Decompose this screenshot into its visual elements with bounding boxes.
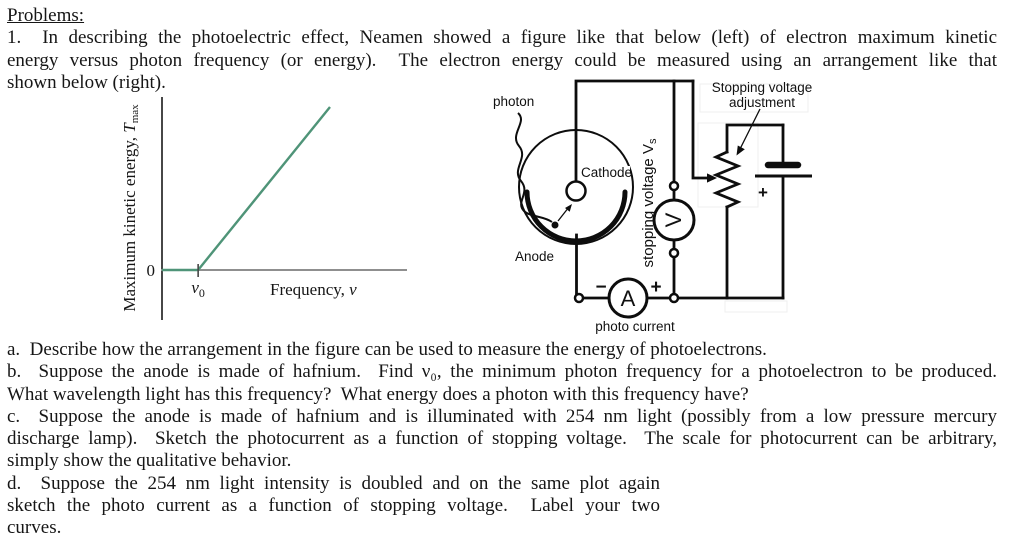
threshold-label: $\nu_0$ xyxy=(191,278,205,300)
ammeter-plus-sign: + xyxy=(650,277,662,298)
part-a-line: a. Describe how the arrangement in the figure can be used to measure the energy of photoelectrons. xyxy=(7,339,767,360)
voltmeter-letter: V xyxy=(661,212,686,228)
intro-line-2: energy versus photon frequency (or energy). The electron energy could be measured using an arrangement like that xyxy=(7,49,997,71)
battery-plus-sign: + xyxy=(758,183,768,202)
part-c-line-2: discharge lamp). Sketch the photocurrent as a function of stopping voltage. The scale for photocurrent can be arbitrary, xyxy=(7,428,997,450)
photoelectron-dot xyxy=(552,222,559,229)
part-b-line-2: What wavelength light has this frequency? What energy does a photon with this frequency have? xyxy=(7,383,749,405)
kinetic-energy-graph xyxy=(105,90,415,335)
part-c-line-1: c. Suppose the anode is made of hafnium and is illuminated with 254 nm light (possibly from a low pressure mercury xyxy=(7,405,997,427)
adjustment-pointer-line xyxy=(740,109,760,149)
terminal xyxy=(670,182,678,190)
photon-label: photon xyxy=(493,94,535,109)
y-axis-label: Maximum kinetic energy, Tmax xyxy=(120,104,141,312)
pot-top-wire xyxy=(727,125,783,152)
ammeter-letter: A xyxy=(620,286,636,311)
part-b-line-1: b. Suppose the anode is made of hafnium. Find ν₀, the minimum photon frequency for a photoelectron to be produced. xyxy=(7,361,997,383)
tmax-line xyxy=(162,107,330,270)
anode-label: Anode xyxy=(515,249,555,264)
terminal xyxy=(575,294,583,302)
intro-line-1: 1. In describing the photoelectric effect, Neamen showed a figure like that below (left) of electron maximum kinetic xyxy=(7,27,997,49)
adjustment-label-line1: Stopping voltage xyxy=(711,80,813,95)
part-d-line-1: d. Suppose the 254 nm light intensity is doubled and on the same plot again xyxy=(7,472,660,494)
stopping-voltage-vs-label: stopping voltage $V_s$ xyxy=(640,138,659,268)
ammeter-minus-sign: − xyxy=(595,277,607,298)
scan-artifact-box xyxy=(725,301,787,312)
x-axis-label: Frequency, ν xyxy=(270,280,357,299)
measurement-circuit-diagram xyxy=(460,75,820,345)
terminal xyxy=(670,249,678,257)
parts-block xyxy=(7,339,997,540)
intro-line-3: shown below (right). xyxy=(7,71,166,93)
page-title: Problems: xyxy=(7,5,85,26)
cathode-electrode xyxy=(567,182,586,201)
potentiometer-resistor xyxy=(716,152,738,207)
part-c-line-3: simply show the qualitative behavior. xyxy=(7,450,292,472)
cathode-label: Cathode xyxy=(581,165,633,180)
adjustment-label-line2: adjustment xyxy=(728,95,796,110)
part-d-line-2: sketch the photo current as a function of stopping voltage. Label your two xyxy=(7,495,660,517)
part-d-line-3: curves. xyxy=(7,517,62,539)
photo-current-label: photo current xyxy=(595,319,675,334)
origin-label: 0 xyxy=(146,261,155,280)
terminal xyxy=(670,294,678,302)
